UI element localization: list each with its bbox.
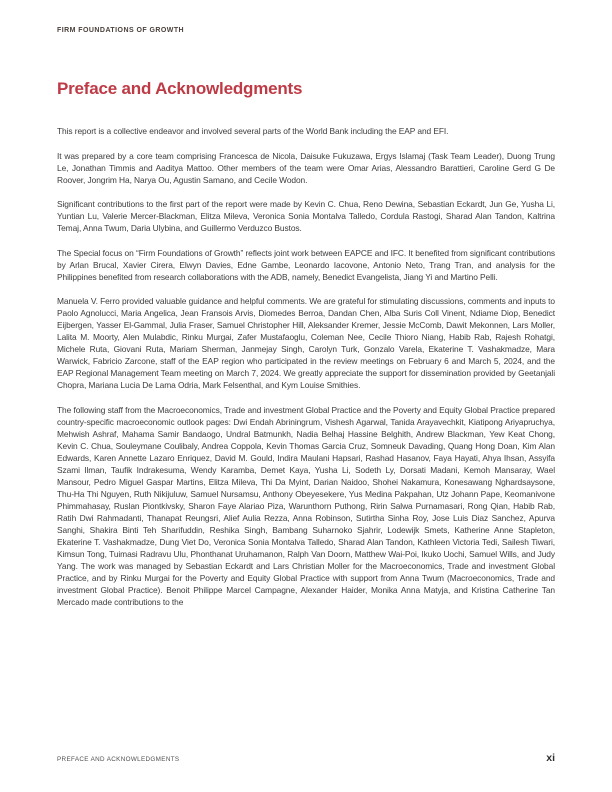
paragraph-first-part-contributions: Significant contributions to the first part of the report were made by Kevin C. Chua, Reno Dewina, Sebastian Eckardt, Jun Ge, Yusha Li, Yuntian Lu, Valerie Mercer-Blackman, Elitza Mileva, Veronica Sonia Montalva Talledo, Cordula Rastogi, Sharad Alan Tandon, Kaltrina Temaj, Anna Twum, Daria Ulybina, and Guillermo Verduzco Bustos. xyxy=(57,199,555,233)
page-title: Preface and Acknowledgments xyxy=(57,79,303,98)
page-content xyxy=(57,27,555,620)
body-text xyxy=(57,125,555,608)
running-header: FIRM FOUNDATIONS OF GROWTH xyxy=(57,27,185,34)
page-footer xyxy=(57,752,555,764)
footer-section-label: PREFACE AND ACKNOWLEDGMENTS xyxy=(57,756,180,763)
paragraph-guidance-comments: Manuela V. Ferro provided valuable guidance and helpful comments. We are grateful for stimulating discussions, comments and inputs to Paolo Agnolucci, Maria Angelica, Jean Fransois Arvis, Diomedes Berroa, Dandan Chen, Alba Suris Coll Vinent, Ndiame Diop, Benedict Eijbergen, Yasser El-Gammal, Julia Fraser, Samuel Christopher Hill, Aleksander Kremer, Jessie McComb, Dawit Mekonnen, Lars Moller, Lalita M. Moorty, Alen Mulabdic, Rinku Murgai, Zafer Mustafaoglu, Coleman Nee, Cecile Thioro Niang, Habib Rab, Rajesh Rohatgi, Michele Ruta, Giovani Ruta, Mariam Sherman, Janmejay Singh, Carolyn Turk, Gonzalo Varela, Ekaterine T. Vashakmadze, Mara Warwick, Fabricio Zarcone, staff of the EAP region who participated in the review meetings on February 6 and March 5, 2024, and the EAP Regional Management Team meeting on March 7, 2024. We greatly appreciate the support for dissemination provided by Geetanjali Chopra, Mariana Lucia De Lama Odria, Mark Felsenthal, and Kym Louise Smithies. xyxy=(57,296,555,390)
paragraph-special-focus: The Special focus on “Firm Foundations of Growth” reflects joint work between EAPCE and IFC. It benefited from significant contributions by Arlan Brucal, Xavier Cirera, Elwyn Davies, Edne Gambe, Leonardo Iacovone, Antonio Neto, Trang Tran, and analysis for the Philippines benefited from research collaborations with the ADB, namely, Benedict Evangelista, Jiang Yi and Martino Pelli. xyxy=(57,247,555,282)
footer-page-number: xi xyxy=(546,752,555,764)
paragraph-country-outlook-staff: The following staff from the Macroeconomics, Trade and investment Global Practice and the Poverty and Equity Global Practice prepared country-specific macroeconomic outlook pages: Dwi Endah Abriningrum, Vishesh Agarwal, Tanida Arayavechkit, Kiatipong Ariyapruchya, Mehwish Ashraf, Mahama Samir Bandaogo, Undral Batmunkh, Nadia Belhaj Hassine Belghith, Andrew Blackman, Yew Keat Chong, Kevin C. Chua, Souleymane Coulibaly, Andrea Coppola, Kevin Thomas Garcia Cruz, Somneuk Davading, Quang Hong Doan, Kim Alan Edwards, Karen Annette Lazaro Enriquez, David M. Gould, Indira Maulani Hapsari, Rashad Hasanov, Faya Hayati, Ahya Ihsan, Assyifa Szami Ilman, Taufik Indrakesuma, Wendy Karamba, Demet Kaya, Yusha Li, Sodeth Ly, Dorsati Madani, Kemoh Mansaray, Wael Mansour, Pedro Miguel Gaspar Martins, Elitza Mileva, Thi Da Myint, Darian Naidoo, Shohei Nakamura, Konesawang Nghardsaysone, Thu-Ha Thi Nguyen, Ruth Nikijuluw, Samuel Nursamsu, Anthony Obeyesekere, Yus Medina Pakpahan, Utz Johann Pape, Keomanivone Phimmahasay, Ruslan Piontkivsky, Sharon Faye Alariao Piza, Warunthorn Puthong, Ririn Salwa Purnamasari, Rong Qian, Habib Rab, Ratih Dwi Rahmadanti, Thanapat Reungsri, Alief Aulia Rezza, Anna Robinson, Sutirtha Sinha Roy, Jose Luis Diaz Sanchez, Apurva Sanghi, Shakira Binti Teh Sharifuddin, Reshika Singh, Bambang Suharnoko Sjahrir, Lodewijk Smets, Katherine Anne Stapleton, Ekaterine T. Vashakmadze, Dung Viet Do, Veronica Sonia Montalva Talledo, Sharad Alan Tandon, Kathleen Victoria Tedi, Sailesh Tiwari, Kimsun Tong, Tuimasi Radravu Ulu, Phonthanat Uruhamanon, Ralph Van Doorn, Matthew Wai-Poi, Ikuko Uochi, Samuel Wills, and Judy Yang. The work was managed by Sebastian Eckardt and Lars Christian Moller for the Macroeconomics, Trade and investment Global Practice, and by Rinku Murgai for the Poverty and Equity Global Practice with support from Anna Twum (Macroeconomics, Trade and investment Global Practice). Benoit Philippe Marcel Campagne, Alexander Haider, Monika Anna Matyja, and Kristina Catherine Tan Mercado made contributions to the xyxy=(57,404,555,607)
paragraph-report-endeavor: This report is a collective endeavor and involved several parts of the World Bank including the EAP and EFI. xyxy=(57,126,449,136)
paragraph-core-team: It was prepared by a core team comprising Francesca de Nicola, Daisuke Fukuzawa, Ergys Islamaj (Task Team Leader), Duong Trung Le, Jonathan Timmis and Aaditya Mattoo. Other members of the team were Omar Arias, Alessandro Barattieri, Caroline Gerd G De Roover, Jongrim Ha, Narya Ou, Agustin Samano, and Cecile Wodon. xyxy=(57,150,555,185)
